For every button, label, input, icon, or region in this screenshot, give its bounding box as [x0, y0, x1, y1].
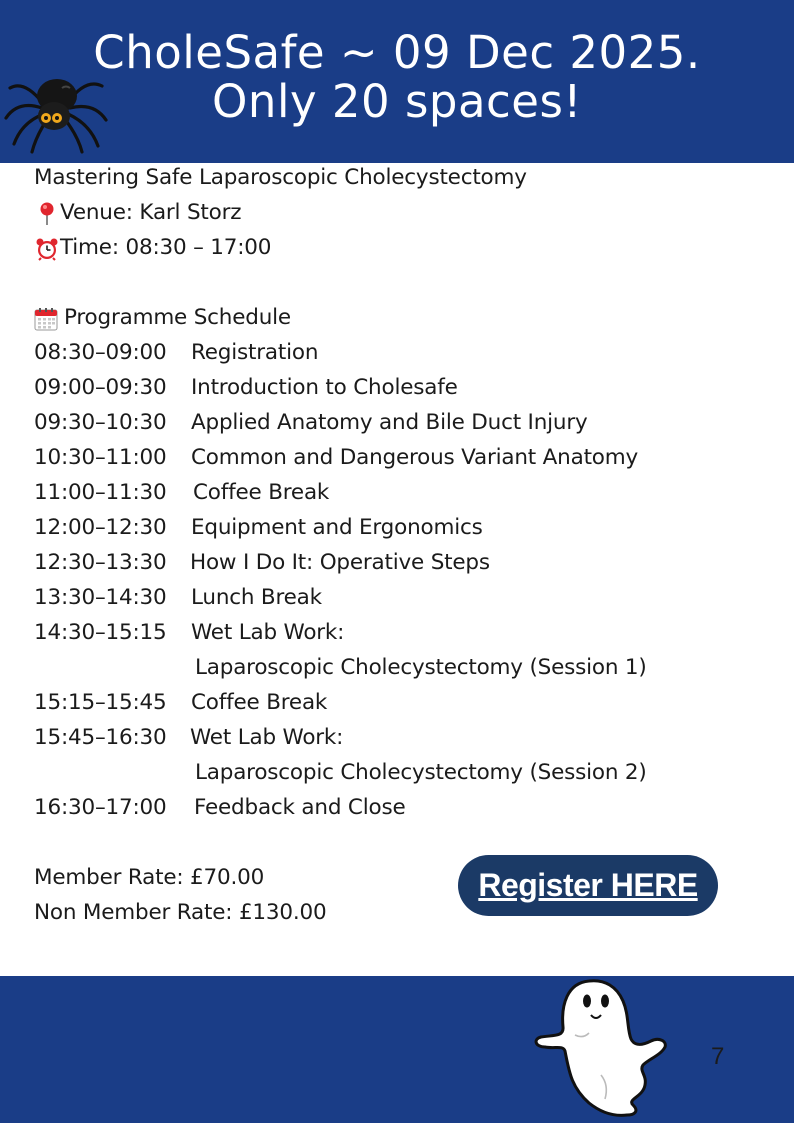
schedule-time: 11:00–11:30 — [34, 480, 167, 505]
schedule-activity: Equipment and Ergonomics — [191, 515, 483, 540]
time-row — [34, 230, 271, 266]
schedule-activity: Registration — [191, 340, 319, 365]
course-title: Mastering Safe Laparoscopic Cholecystectomy — [34, 165, 527, 190]
calendar-icon — [34, 301, 64, 336]
non-member-rate: Non Member Rate: £130.00 — [34, 900, 327, 925]
time-text: Time: 08:30 – 17:00 — [60, 235, 272, 260]
schedule-activity: Applied Anatomy and Bile Duct Injury — [191, 410, 588, 435]
schedule-time: 10:30–11:00 — [34, 445, 167, 470]
schedule-time: 12:00–12:30 — [34, 515, 167, 540]
schedule-time: 09:00–09:30 — [34, 375, 167, 400]
register-button[interactable]: Register HERE — [458, 855, 718, 916]
schedule-activity: Lunch Break — [191, 585, 322, 610]
schedule-activity-line2: Laparoscopic Cholecystectomy (Session 2) — [195, 760, 647, 785]
schedule-activity-line2: Laparoscopic Cholecystectomy (Session 1) — [195, 655, 647, 680]
schedule-time: 12:30–13:30 — [34, 550, 167, 575]
title-line-1: CholeSafe ~ 09 Dec 2025. — [93, 26, 701, 79]
schedule-activity: How I Do It: Operative Steps — [190, 550, 490, 575]
schedule-time: 14:30–15:15 — [34, 620, 167, 645]
round-pushpin-icon — [34, 196, 60, 231]
footer-banner — [0, 976, 794, 1123]
page-number: 7 — [711, 1043, 725, 1070]
spider-icon — [2, 62, 110, 154]
schedule-activity: Wet Lab Work: — [191, 620, 345, 645]
schedule-time: 13:30–14:30 — [34, 585, 167, 610]
schedule-time: 15:15–15:45 — [34, 690, 167, 715]
venue-row — [34, 195, 241, 231]
schedule-time: 08:30–09:00 — [34, 340, 167, 365]
schedule-heading-text: Programme Schedule — [64, 305, 291, 330]
title-line-2: Only 20 spaces! — [212, 75, 582, 128]
schedule-time: 09:30–10:30 — [34, 410, 167, 435]
schedule-activity: Common and Dangerous Variant Anatomy — [191, 445, 639, 470]
schedule-activity: Feedback and Close — [194, 795, 406, 820]
alarm-clock-icon — [34, 231, 60, 266]
header-banner — [0, 0, 794, 163]
schedule-time: 16:30–17:00 — [34, 795, 167, 820]
schedule-activity: Coffee Break — [191, 690, 328, 715]
schedule-time: 15:45–16:30 — [34, 725, 167, 750]
member-rate: Member Rate: £70.00 — [34, 865, 265, 890]
ghost-icon — [531, 975, 669, 1119]
schedule-activity: Wet Lab Work: — [190, 725, 344, 750]
schedule-heading — [34, 300, 291, 336]
schedule-activity: Coffee Break — [193, 480, 330, 505]
venue-text: Venue: Karl Storz — [60, 200, 242, 225]
schedule-activity: Introduction to Cholesafe — [191, 375, 458, 400]
page-title — [0, 28, 794, 126]
